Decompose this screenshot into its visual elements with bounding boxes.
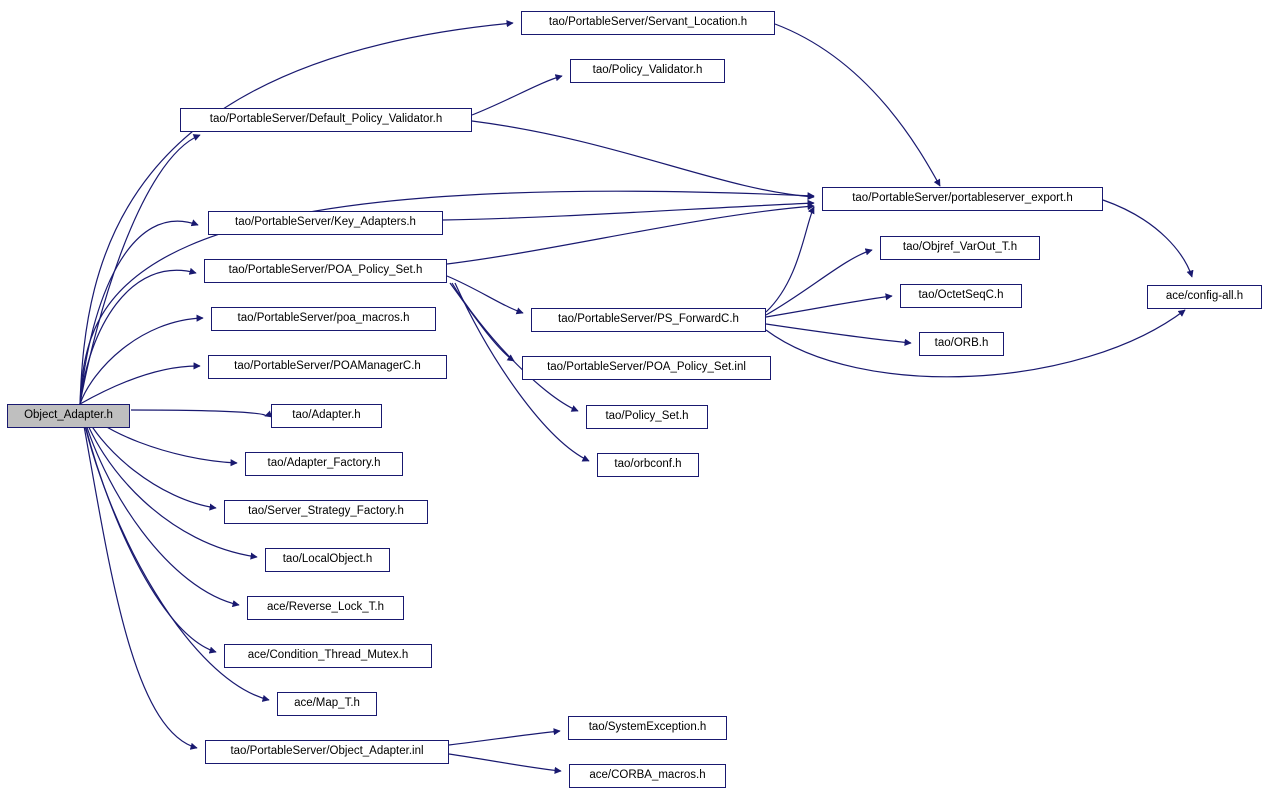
graph-node-orb[interactable]: tao/ORB.h bbox=[919, 332, 1004, 356]
graph-node-key-adapters[interactable]: tao/PortableServer/Key_Adapters.h bbox=[208, 211, 443, 235]
graph-node-localobject[interactable]: tao/LocalObject.h bbox=[265, 548, 390, 572]
graph-node-system-exception[interactable]: tao/SystemException.h bbox=[568, 716, 727, 740]
graph-node-poa-policy-set-inl[interactable]: tao/PortableServer/POA_Policy_Set.inl bbox=[522, 356, 771, 380]
graph-node-portableserver-export[interactable]: tao/PortableServer/portableserver_export.h bbox=[822, 187, 1103, 211]
graph-node-map-t[interactable]: ace/Map_T.h bbox=[277, 692, 377, 716]
graph-node-poa-policy-set[interactable]: tao/PortableServer/POA_Policy_Set.h bbox=[204, 259, 447, 283]
graph-node-octetseqc[interactable]: tao/OctetSeqC.h bbox=[900, 284, 1022, 308]
graph-node-policy-validator[interactable]: tao/Policy_Validator.h bbox=[570, 59, 725, 83]
graph-node-ps-forwardc[interactable]: tao/PortableServer/PS_ForwardC.h bbox=[531, 308, 766, 332]
graph-node-adapter[interactable]: tao/Adapter.h bbox=[271, 404, 382, 428]
graph-node-corba-macros[interactable]: ace/CORBA_macros.h bbox=[569, 764, 726, 788]
graph-node-objref-varout-t[interactable]: tao/Objref_VarOut_T.h bbox=[880, 236, 1040, 260]
graph-node-condition-thread-mutex[interactable]: ace/Condition_Thread_Mutex.h bbox=[224, 644, 432, 668]
graph-node-poamanagerc[interactable]: tao/PortableServer/POAManagerC.h bbox=[208, 355, 447, 379]
graph-node-servant-location[interactable]: tao/PortableServer/Servant_Location.h bbox=[521, 11, 775, 35]
graph-node-default-policy-validator[interactable]: tao/PortableServer/Default_Policy_Validator.h bbox=[180, 108, 472, 132]
graph-node-poa-macros[interactable]: tao/PortableServer/poa_macros.h bbox=[211, 307, 436, 331]
graph-node-object-adapter-inl[interactable]: tao/PortableServer/Object_Adapter.inl bbox=[205, 740, 449, 764]
graph-node-adapter-factory[interactable]: tao/Adapter_Factory.h bbox=[245, 452, 403, 476]
graph-node-policy-set[interactable]: tao/Policy_Set.h bbox=[586, 405, 708, 429]
graph-node-server-strategy-factory[interactable]: tao/Server_Strategy_Factory.h bbox=[224, 500, 428, 524]
graph-node-orbconf[interactable]: tao/orbconf.h bbox=[597, 453, 699, 477]
graph-node-reverse-lock-t[interactable]: ace/Reverse_Lock_T.h bbox=[247, 596, 404, 620]
graph-node-object-adapter[interactable]: Object_Adapter.h bbox=[7, 404, 130, 428]
graph-node-config-all[interactable]: ace/config-all.h bbox=[1147, 285, 1262, 309]
